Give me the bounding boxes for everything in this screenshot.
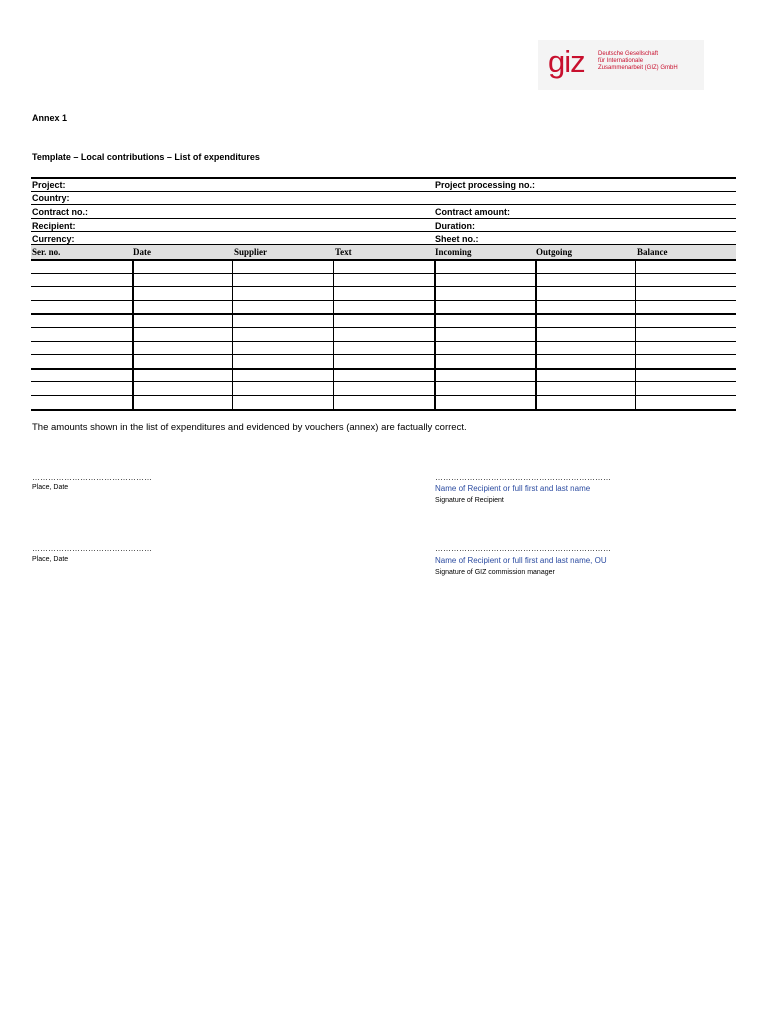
table-cell[interactable] [335, 315, 432, 326]
table-cell[interactable] [33, 315, 130, 326]
field-recipient-label: Recipient: [32, 221, 76, 231]
table-cell[interactable] [537, 356, 633, 367]
table-cell[interactable] [436, 275, 533, 286]
table-cell[interactable] [335, 275, 432, 286]
table-cell[interactable] [134, 383, 230, 394]
table-cell[interactable] [637, 275, 734, 286]
field-divider [31, 191, 736, 192]
table-row-border [31, 354, 736, 355]
table-row-border [31, 286, 736, 287]
table-cell[interactable] [134, 275, 230, 286]
table-cell[interactable] [33, 370, 130, 381]
table-cell[interactable] [537, 315, 633, 326]
table-row-border [31, 341, 736, 342]
field-country-label: Country: [32, 193, 70, 203]
table-cell[interactable] [436, 343, 533, 354]
table-cell[interactable] [335, 397, 432, 408]
table-cell[interactable] [134, 302, 230, 313]
table-cell[interactable] [33, 275, 130, 286]
table-cell[interactable] [134, 261, 230, 272]
table-cell[interactable] [33, 343, 130, 354]
table-cell[interactable] [234, 288, 331, 299]
table-cell[interactable] [134, 397, 230, 408]
table-cell[interactable] [537, 329, 633, 340]
table-cell[interactable] [234, 383, 331, 394]
table-cell[interactable] [637, 370, 734, 381]
table-cell[interactable] [234, 315, 331, 326]
table-row-border [31, 327, 736, 328]
field-duration-label: Duration: [435, 221, 475, 231]
table-cell[interactable] [537, 302, 633, 313]
table-cell[interactable] [234, 397, 331, 408]
field-divider [31, 218, 736, 219]
table-cell[interactable] [637, 397, 734, 408]
column-header-incoming: Incoming [435, 247, 472, 257]
table-cell[interactable] [134, 315, 230, 326]
table-cell[interactable] [134, 370, 230, 381]
table-cell[interactable] [637, 288, 734, 299]
table-column-border [333, 259, 334, 411]
table-cell[interactable] [134, 343, 230, 354]
table-cell[interactable] [234, 370, 331, 381]
place-date-label: Place, Date [32, 484, 69, 491]
table-row-border [31, 300, 736, 301]
column-header-date: Date [133, 247, 151, 257]
header-top-rule [31, 177, 736, 179]
table-cell[interactable] [436, 356, 533, 367]
table-cell[interactable] [234, 275, 331, 286]
statement-text: The amounts shown in the list of expenditures and evidenced by vouchers (annex) are factually correct. [32, 422, 467, 433]
table-cell[interactable] [335, 343, 432, 354]
column-header-balance: Balance [637, 247, 668, 257]
table-cell[interactable] [436, 302, 533, 313]
table-cell[interactable] [537, 288, 633, 299]
table-cell[interactable] [234, 302, 331, 313]
table-cell[interactable] [436, 383, 533, 394]
table-cell[interactable] [134, 288, 230, 299]
place-date-line: ……………………………………… [32, 544, 152, 553]
table-cell[interactable] [234, 261, 331, 272]
table-cell[interactable] [537, 383, 633, 394]
table-cell[interactable] [33, 302, 130, 313]
table-row-border [31, 409, 736, 411]
table-cell[interactable] [436, 288, 533, 299]
table-cell[interactable] [335, 356, 432, 367]
table-cell[interactable] [335, 302, 432, 313]
field-contract-amount-label: Contract amount: [435, 207, 510, 217]
signature-recipient-label: Signature of Recipient [435, 497, 504, 504]
table-column-border [635, 259, 636, 411]
table-cell[interactable] [537, 343, 633, 354]
table-cell[interactable] [637, 383, 734, 394]
table-cell[interactable] [33, 288, 130, 299]
table-cell[interactable] [637, 302, 734, 313]
manager-name-placeholder: Name of Recipient or full first and last name, OU [435, 556, 607, 565]
signature-manager-label: Signature of GIZ commission manager [435, 569, 555, 576]
field-divider [31, 231, 736, 232]
table-cell[interactable] [234, 356, 331, 367]
table-cell[interactable] [335, 383, 432, 394]
table-row-border [31, 381, 736, 382]
signature-line: ………………………………………………………… [435, 473, 611, 482]
signature-line: ………………………………………………………… [435, 544, 611, 553]
table-cell[interactable] [33, 329, 130, 340]
table-cell[interactable] [637, 261, 734, 272]
table-cell[interactable] [335, 288, 432, 299]
field-project-processing-label: Project processing no.: [435, 180, 536, 190]
giz-logo-mark: giz [548, 44, 585, 79]
field-divider [31, 204, 736, 205]
table-cell[interactable] [537, 370, 633, 381]
place-date-line: ……………………………………… [32, 473, 152, 482]
table-column-border [232, 259, 233, 411]
table-cell[interactable] [436, 329, 533, 340]
table-cell[interactable] [134, 356, 230, 367]
table-row-border [31, 273, 736, 274]
table-cell[interactable] [537, 275, 633, 286]
table-cell[interactable] [637, 343, 734, 354]
table-cell[interactable] [33, 356, 130, 367]
field-contract-no-label: Contract no.: [32, 207, 88, 217]
table-cell[interactable] [335, 261, 432, 272]
table-cell[interactable] [637, 356, 734, 367]
page-title: Template – Local contributions – List of expenditures [32, 152, 260, 162]
field-sheet-no-label: Sheet no.: [435, 234, 479, 244]
table-cell[interactable] [436, 397, 533, 408]
table-cell[interactable] [134, 329, 230, 340]
giz-logo-line: Zusammenarbeit (GIZ) GmbH [598, 65, 678, 71]
column-header-ser-no: Ser. no. [32, 247, 61, 257]
column-header-supplier: Supplier [234, 247, 268, 257]
table-cell[interactable] [637, 329, 734, 340]
giz-logo [538, 40, 704, 90]
giz-logo-line: für Internationale [598, 58, 644, 64]
table-cell[interactable] [33, 383, 130, 394]
table-cell[interactable] [33, 261, 130, 272]
column-header-text: Text [335, 247, 352, 257]
field-currency-label: Currency: [32, 234, 75, 244]
giz-logo-text [598, 51, 678, 72]
table-row-border [31, 395, 736, 396]
table-cell[interactable] [436, 315, 533, 326]
annex-label: Annex 1 [32, 113, 68, 123]
table-cell[interactable] [537, 397, 633, 408]
table-cell[interactable] [537, 261, 633, 272]
field-project-label: Project: [32, 180, 66, 190]
table-cell[interactable] [335, 329, 432, 340]
column-header-outgoing: Outgoing [536, 247, 573, 257]
table-cell[interactable] [637, 315, 734, 326]
table-cell[interactable] [436, 370, 533, 381]
table-cell[interactable] [335, 370, 432, 381]
table-cell[interactable] [234, 329, 331, 340]
recipient-name-placeholder: Name of Recipient or full first and last name [435, 484, 591, 493]
place-date-label: Place, Date [32, 556, 69, 563]
giz-logo-line: Deutsche Gesellschaft [598, 51, 659, 57]
table-cell[interactable] [436, 261, 533, 272]
table-cell[interactable] [33, 397, 130, 408]
table-cell[interactable] [234, 343, 331, 354]
